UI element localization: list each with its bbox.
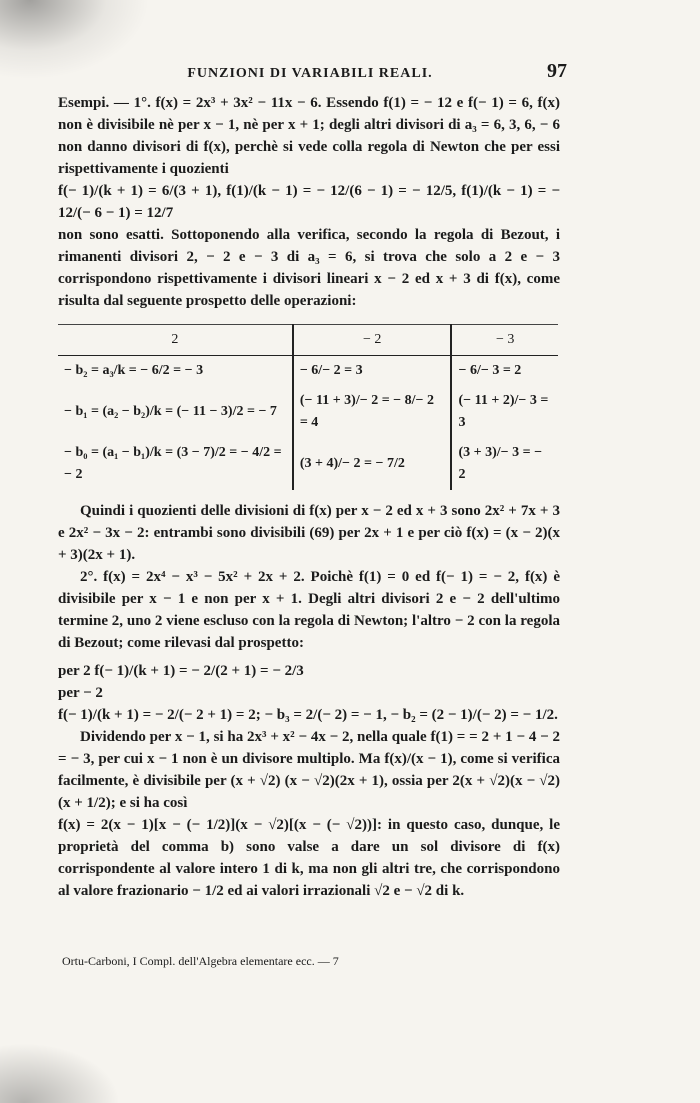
equation-per-2: per 2 f(− 1)/(k + 1) = − 2/(2 + 1) = − 2/3 [58,663,304,679]
page-body [58,92,560,902]
table-header-m2: − 2 [293,325,452,356]
paragraph-dividendo: Dividendo per x − 1, si ha 2x³ + x² − 4x − 2, nella quale f(1) = = 2 + 1 − 4 − 2 = − 3, per cui x − 1 non è un divisore multiplo. Ma f(x)/(x − 1), come si verifica facilmente, è divisibile per (x + √2) (x − √2)(2x + 1), ossia per 2(x + √2)(x − √2)(x + 1/2); e si ha così [58,729,560,811]
table-cell: − 6/− 2 = 3 [293,356,452,387]
table-cell: (− 11 + 3)/− 2 = − 8/− 2 = 4 [293,386,452,438]
page-number: 97 [547,60,567,82]
table-row [58,438,558,490]
table-row [58,386,558,438]
table-row [58,356,558,387]
table-cell: − 6/− 3 = 2 [451,356,558,387]
table-cell: − b₁ = (a₂ − b₂)/k = (− 11 − 3)/2 = − 7 [64,404,277,419]
equation-per-minus-2: f(− 1)/(k + 1) = − 2/(− 2 + 1) = 2; − b₃ = 2/(− 2) = − 1, − b₂ = (2 − 1)/(− 2) = − 1/2. [58,707,558,723]
table-cell: (3 + 3)/− 3 = − 2 [451,438,558,490]
table-header-m3: − 3 [451,325,558,356]
paragraph-conclusion: f(x) = 2(x − 1)[x − (− 1/2)](x − √2)[(x − (− √2))]: in questo caso, dunque, le proprietà del comma b) sono valse a dare un sol divisore di f(x) corrispondente al valore intero 1 di k, ma non gli altri tre, che corrispondono al valore frazionario − 1/2 ed ai valori irrazionali √2 e − √2 di k. [58,817,560,899]
table-cell: − b₀ = (a₁ − b₁)/k = (3 − 7)/2 = − 4/2 = − 2 [64,445,282,482]
paragraph-bezout: non sono esatti. Sottoponendo alla verifica, secondo la regola di Bezout, i rimanenti divisori 2, − 2 e − 3 di a₃ = 6, si trova che solo a 2 e − 3 corrispondono rispettivamente i divisori lineari x − 2 ed x + 3 di f(x), come risulta dal seguente prospetto delle operazioni: [58,227,560,309]
paragraph-quozienti: Quindi i quozienti delle divisioni di f(x) per x − 2 ed x + 3 sono 2x² + 7x + 3 e 2x² − 3x − 2: entrambi sono divisibili (69) per 2x + 1 e per ciò f(x) = (x − 2)(x + 3)(2x + 1). [58,503,560,563]
operations-table [58,324,558,490]
table-header-2: 2 [58,325,293,356]
table-cell: − b₂ = a₃/k = − 6/2 = − 3 [64,363,204,378]
label-per-minus-2: per − 2 [58,685,103,701]
running-header: FUNZIONI DI VARIABILI REALI. [187,66,433,81]
equation-quotients: f(− 1)/(k + 1) = 6/(3 + 1), f(1)/(k − 1) = − 12/(6 − 1) = − 12/5, f(1)/(k − 1) = − 12/(− 6 − 1) = 12/7 [58,183,560,221]
footer-citation: Ortu-Carboni, I Compl. dell'Algebra elementare ecc. — 7 [62,954,339,968]
paragraph-esempi: Esempi. — 1°. f(x) = 2x³ + 3x² − 11x − 6. Essendo f(1) = − 12 e f(− 1) = 6, f(x) non è divisibile nè per x − 1, nè per x + 1; degli altri divisori di a₃ = 6, 3, 6, − 6 non danno divisori di f(x), perchè si vede colla regola di Newton che per essi rispettivamente i quozienti [58,95,560,177]
scan-smudge-bottom [0,1043,120,1103]
paragraph-example-2: 2°. f(x) = 2x⁴ − x³ − 5x² + 2x + 2. Poichè f(1) = 0 ed f(− 1) = − 2, f(x) è divisibile per x − 1 e non per x + 1. Degli altri divisori 2 e − 2 dell'ultimo termine 2, uno 2 viene escluso con la regola di Newton; l'altro − 2 con la regola di Bezout; come rilevasi dal prospetto: [58,569,560,651]
table-cell: (− 11 + 2)/− 3 = 3 [451,386,558,438]
table-cell: (3 + 4)/− 2 = − 7/2 [293,438,452,490]
